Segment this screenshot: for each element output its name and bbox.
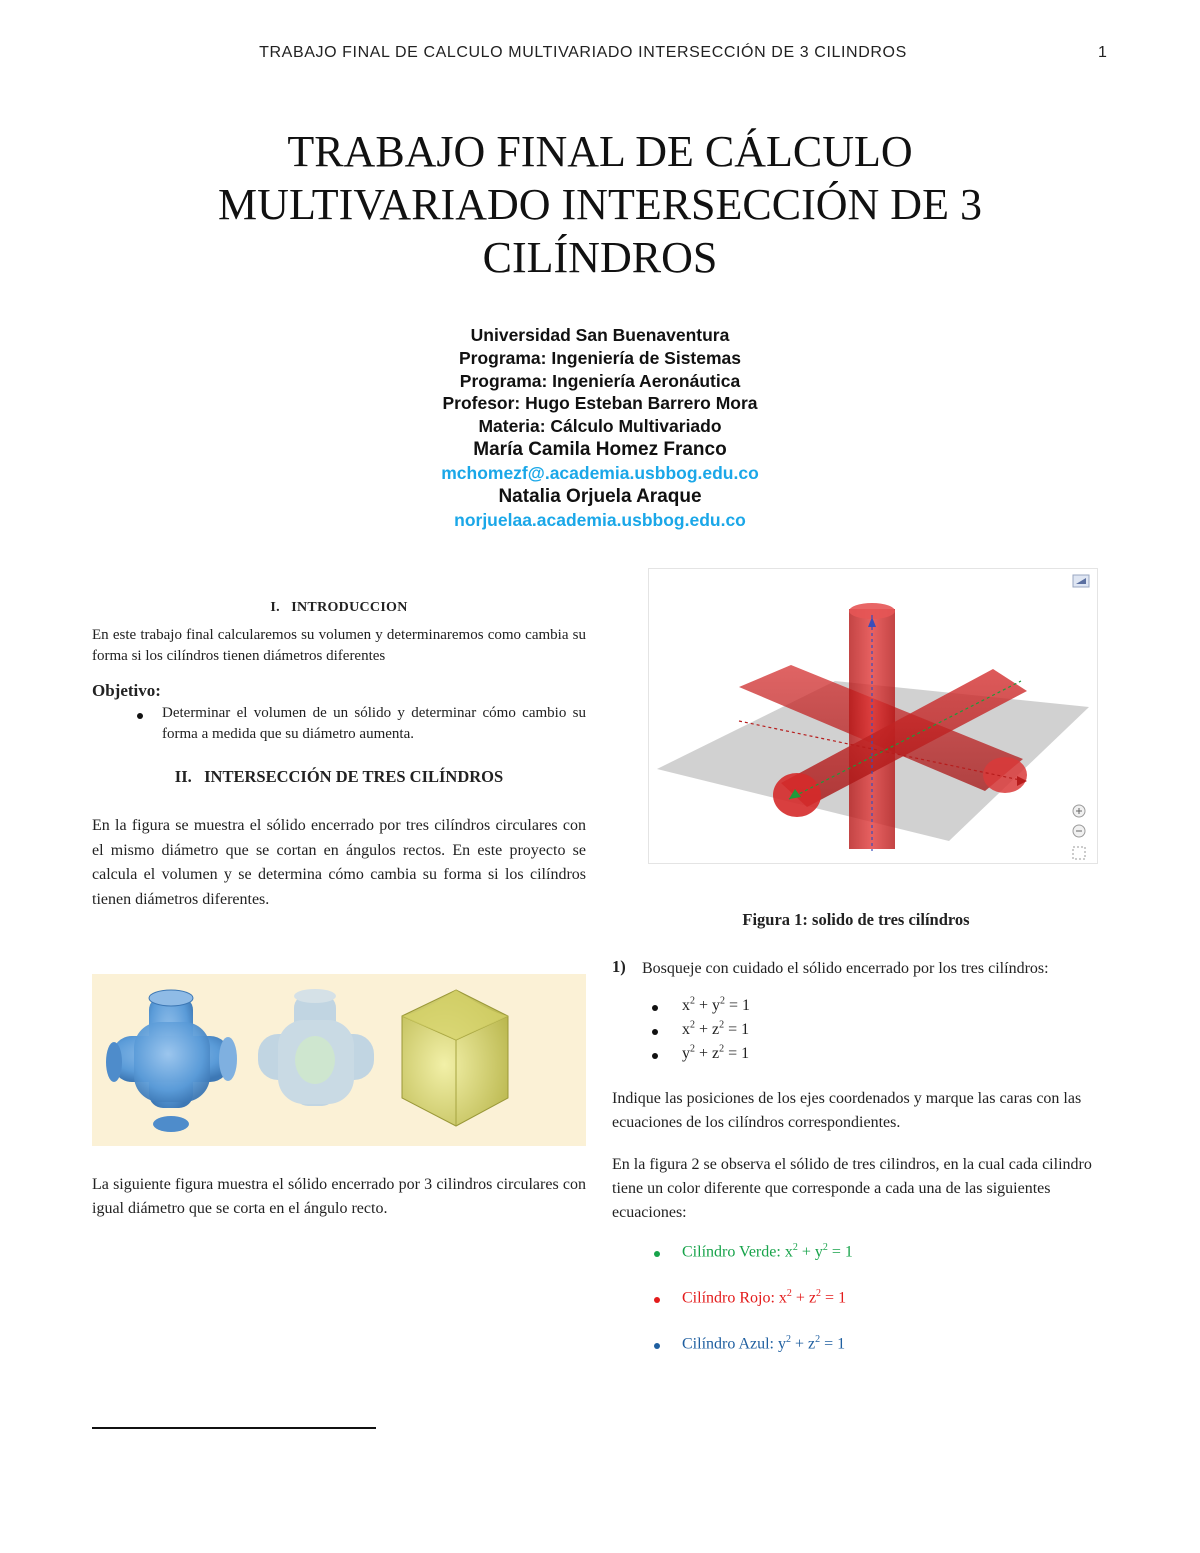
axes-instruction: Indique las posiciones de los ejes coordenados y marque las caras con las ecuaciones de los cilíndros correspondientes. <box>612 1090 1082 1131</box>
objective-list <box>92 703 586 745</box>
fullscreen-icon[interactable] <box>1073 847 1085 859</box>
question-1-text: Bosqueje con cuidado el sólido encerrado por los tres cilíndros: <box>642 960 1049 977</box>
graphics-menu-icon[interactable] <box>1073 575 1089 587</box>
left-column <box>92 600 586 912</box>
title-line-1: TRABAJO FINAL DE CÁLCULO <box>287 127 913 176</box>
equation-item: $x^2 + y^2 = 1$ <box>612 996 1100 1020</box>
zoom-in-icon[interactable] <box>1073 805 1085 817</box>
zoom-out-icon[interactable] <box>1073 825 1085 837</box>
figure-2-description: En la figura 2 se observa el sólido de tres cilindros, en la cual cada cilindro tiene un color diferente que corresponde a cada una de las siguientes ecuaciones: <box>612 1156 1092 1221</box>
author-1-name: María Camila Homez Franco <box>473 438 727 460</box>
question-1-number: 1) <box>612 957 626 976</box>
university: Universidad San Buenaventura <box>470 325 730 345</box>
running-header <box>0 44 1200 68</box>
author-1-email[interactable]: mchomezf@.academia.usbbog.edu.co <box>441 462 759 483</box>
bullet-icon <box>137 713 143 719</box>
author-block <box>200 324 1000 533</box>
equation-item: $y^2 + z^2 = 1$ <box>612 1044 1100 1068</box>
cylinder-red-item: Cilíndro Rojo: $x^2 + z^2 = 1$ <box>612 1288 1100 1334</box>
bullet-icon <box>654 1343 660 1349</box>
running-header-title: TRABAJO FINAL DE CALCULO MULTIVARIADO INTERSECCIÓN DE 3 CILINDROS <box>259 44 907 61</box>
bullet-icon <box>652 1053 658 1059</box>
bullet-icon <box>654 1297 660 1303</box>
geogebra-figure <box>648 568 1098 864</box>
paper-title <box>100 125 1100 284</box>
author-2-email[interactable]: norjuelaa.academia.usbbog.edu.co <box>454 510 746 531</box>
subject: Materia: Cálculo Multivariado <box>478 416 722 437</box>
figure-1-caption: Figura 1: solido de tres cilíndros <box>742 910 970 929</box>
bullet-icon <box>652 1029 658 1035</box>
program-aeronautics: Programa: Ingeniería Aeronáutica <box>459 370 741 391</box>
section-2-paragraph-2: La siguiente figura muestra el sólido encerrado por 3 cilindros circulares con igual diámetro que se corta en el ángulo recto. <box>92 1176 586 1217</box>
section-2-paragraph-2-wrap <box>92 1173 586 1221</box>
right-column <box>612 910 1100 1380</box>
title-line-3: CILÍNDROS <box>482 233 718 282</box>
objective-item <box>92 703 586 745</box>
question-1 <box>612 957 1100 981</box>
section-1-heading: I. INTRODUCCION <box>270 600 408 615</box>
program-systems: Programa: Ingeniería de Sistemas <box>458 347 742 368</box>
geogebra-3d-view <box>649 569 1099 865</box>
bullet-icon <box>654 1251 660 1257</box>
title-line-2: MULTIVARIADO INTERSECCIÓN DE 3 <box>218 180 982 229</box>
footnote-rule <box>92 1427 376 1429</box>
cylinder-blue-item: Cilíndro Azul: $y^2 + z^2 = 1$ <box>612 1334 1100 1380</box>
objective-title: Objetivo: <box>92 681 161 700</box>
equation-item: $x^2 + z^2 = 1$ <box>612 1020 1100 1044</box>
objective-text: Determinar el volumen de un sólido y determinar cómo cambio su forma a medida que su diámetro aumenta. <box>162 705 586 742</box>
colored-cylinder-list <box>612 1242 1100 1380</box>
solid-opaque-cylinders <box>106 990 237 1132</box>
three-solids-figure <box>92 974 586 1146</box>
bullet-icon <box>652 1005 658 1011</box>
author-2-name: Natalia Orjuela Araque <box>498 486 702 508</box>
equation-list <box>612 996 1100 1068</box>
cylinder-green-item: Cilíndro Verde: $x^2 + y^2 = 1$ <box>612 1242 1100 1288</box>
three-solids-illustration <box>92 974 586 1146</box>
intersection-core <box>295 1036 335 1084</box>
section-2-heading: II. INTERSECCIÓN DE TRES CILÍNDROS <box>174 767 504 786</box>
professor: Profesor: Hugo Esteban Barrero Mora <box>442 393 758 414</box>
section-2-paragraph-1: En la figura se muestra el sólido encerrado por tres cilíndros circulares con el mismo diámetro que se cortan en ángulos rectos. En este proyecto se calcula el volumen y se determina cómo cambia su forma si los cilíndros tienen diámetros diferentes. <box>92 817 586 908</box>
solid-intersection-yellow <box>402 990 508 1126</box>
page-number: 1 <box>1098 44 1107 61</box>
section-1-paragraph: En este trabajo final calcularemos su volumen y determinaremos como cambia su forma si los cilíndros tienen diámetros diferentes <box>92 627 586 664</box>
